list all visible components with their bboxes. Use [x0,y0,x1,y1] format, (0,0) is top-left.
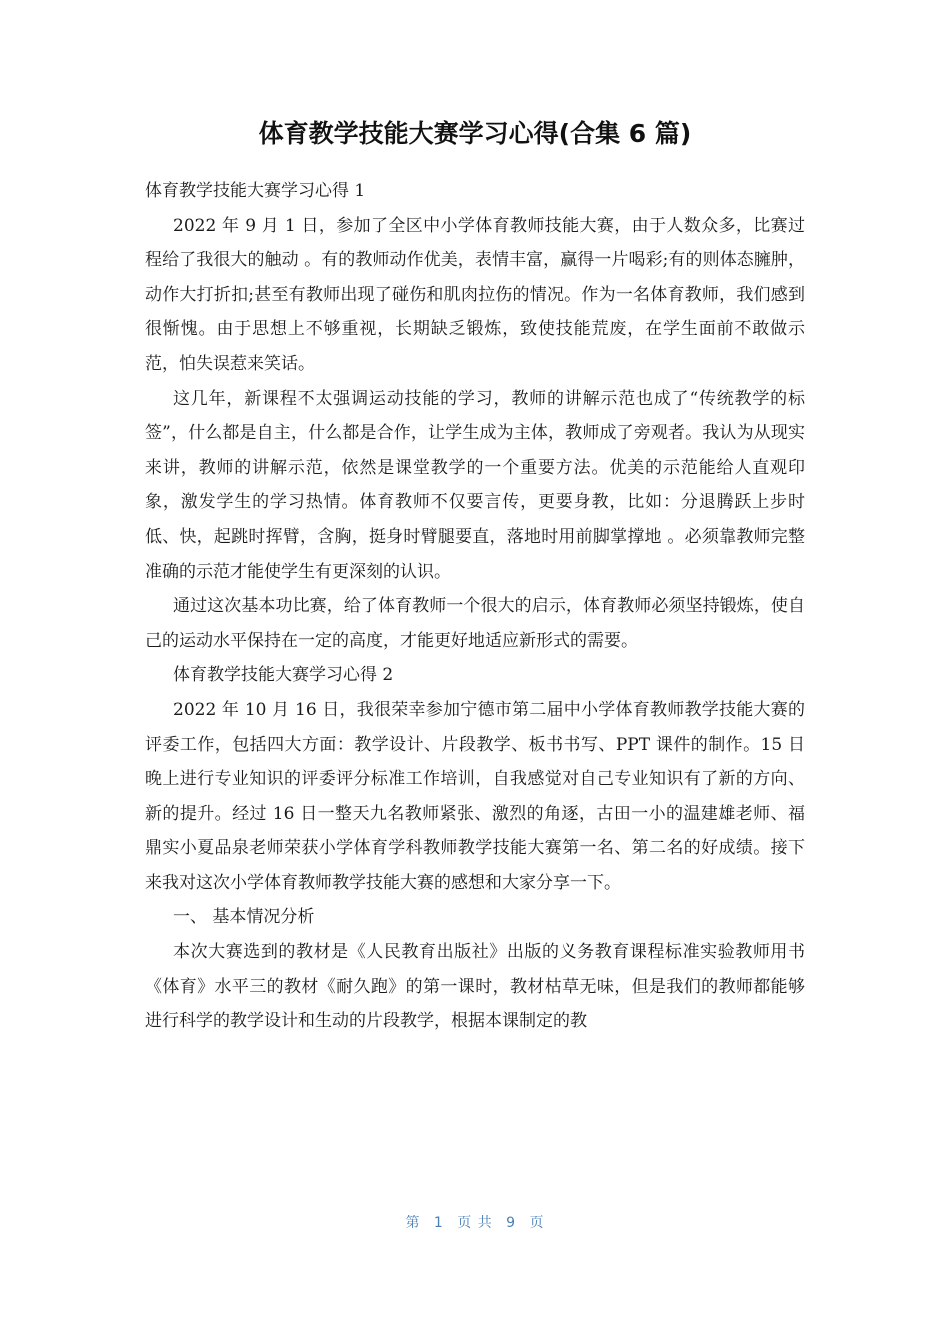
paragraph: 通过这次基本功比赛，给了体育教师一个很大的启示，体育教师必须坚持锻炼，使自己的运动水平保持在一定的高度，才能更好地适应新形式的需要。 [145,596,805,651]
page-footer [0,1212,950,1234]
paragraph: 2022 年 9 月 1 日，参加了全区中小学体育教师技能大赛，由于人数众多，比赛过程给了我很大的触动 。有的教师动作优美，表情丰富，赢得一片喝彩;有的则体态臃肿，动作大打折扣;甚至有教师出现了碰伤和肌肉拉伤的情况。作为一名体育教师，我们感到很惭愧。由于思想上不够重视，长期缺乏锻炼，致使技能荒废，在学生面前不敢做示范，怕失误惹来笑话。 [145,215,805,374]
footer-label-ye: 页 [529,1215,545,1231]
section-heading-1: 体育教学技能大赛学习心得 1 [145,181,366,201]
paragraph: 本次大赛选到的教材是《人民教育出版社》出版的义务教育课程标准实验教师用书《体育》水平三的教材《耐久跑》的第一课时，教材枯草无味，但是我们的教师都能够进行科学的教学设计和生动的片段教学，根据本课制定的教 [145,942,805,1032]
footer-page-number: 1 [433,1215,444,1231]
footer-label-ye-gong: 页 共 [457,1215,493,1231]
section-heading-2: 体育教学技能大赛学习心得 2 [173,665,394,686]
footer-label-di: 第 [405,1215,421,1231]
subsection-heading: 一、 基本情况分析 [173,907,315,928]
document-body [145,174,805,1039]
footer-total-pages: 9 [506,1215,517,1231]
paragraph: 这几年，新课程不太强调运动技能的学习，教师的讲解示范也成了“传统教学的标签”，什么都是自主，什么都是合作，让学生成为主体，教师成了旁观者。我认为从现实来讲，教师的讲解示范，依然是课堂教学的一个重要方法。优美的示范能给人直观印象，激发学生的学习热情。体育教师不仅要言传，更要身教，比如：分退腾跃上步时低、快，起跳时挥臂，含胸，挺身时臂腿要直，落地时用前脚掌撑地 。必须靠教师完整准确的示范才能使学生有更深刻的认识。 [145,388,805,582]
page-title: 体育教学技能大赛学习心得(合集 6 篇) [258,119,692,148]
paragraph: 2022 年 10 月 16 日，我很荣幸参加宁德市第二届中小学体育教师教学技能大赛的评委工作，包括四大方面：教学设计、片段教学、板书书写、PPT 课件的制作。15 日晚上进行专业知识的评委评分标准工作培训，自我感觉对自己专业知识有了新的方向、新的提升。经过 16 日一整天九名教师紧张、激烈的角逐，古田一小的温建雄老师、福鼎实小夏品泉老师荣获小学体育学科教师教学技能大赛第一名、第二名的好成绩。接下来我对这次小学体育教师教学技能大赛的感想和大家分享一下。 [145,699,805,893]
